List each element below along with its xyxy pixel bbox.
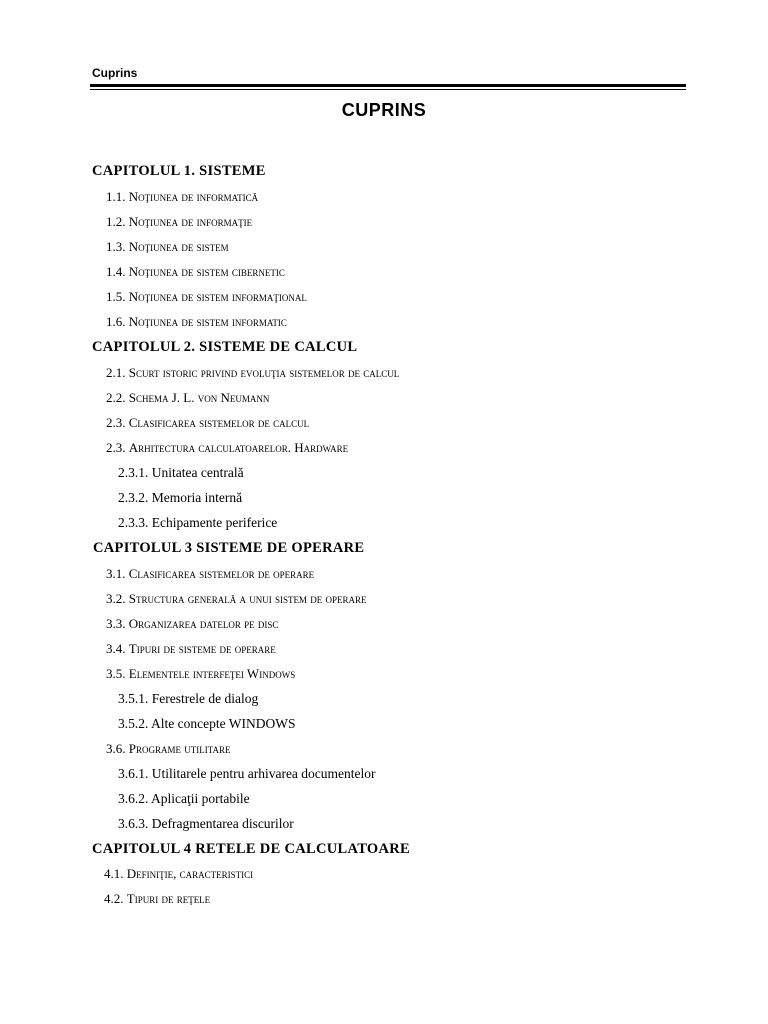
toc-section-number: 1.3. [106, 239, 126, 254]
toc-section-2-3 [106, 415, 309, 431]
toc-section-title: Definiţie, caracteristici [126, 866, 254, 881]
toc-section-number: 2.1. [106, 365, 126, 380]
toc-subsection-2-3-2: 2.3.2. Memoria internă [118, 490, 243, 505]
toc-section-title: Noţiunea de sistem [128, 239, 229, 254]
toc-section-title: Organizarea datelor pe disc [128, 616, 279, 631]
toc-subsection-3-5-2: 3.5.2. Alte concepte WINDOWS [118, 716, 296, 731]
toc-section-number: 1.5. [106, 289, 126, 304]
toc-section-number: 3.6. [106, 741, 126, 756]
toc-section-title: Clasificarea sistemelor de operare [128, 566, 315, 581]
toc-section-number: 4.2. [104, 891, 124, 906]
toc-section-1-2 [106, 214, 252, 230]
toc-section-number: 2.3. [106, 415, 126, 430]
toc-section-4-1 [104, 866, 253, 882]
toc-section-title: Tipuri de reţele [126, 891, 211, 906]
toc-section-title: Noţiunea de sistem cibernetic [128, 264, 285, 279]
toc-section-number: 1.2. [106, 214, 126, 229]
toc-section-title: Schema J. L. von Neumann [128, 390, 270, 405]
toc-section-3-3 [106, 616, 278, 632]
toc-chapter-1: CAPITOLUL 1. SISTEME [92, 163, 266, 179]
toc-section-number: 2.3. [106, 440, 126, 455]
toc-section-number: 3.3. [106, 616, 126, 631]
page-title: CUPRINS [341, 100, 427, 120]
toc-section-title: Scurt istoric privind evoluţia sistemelor de calcul [128, 365, 400, 380]
toc-subsection-2-3-1: 2.3.1. Unitatea centrală [118, 465, 244, 480]
toc-section-3-5 [106, 666, 295, 682]
toc-section-title: Arhitectura calculatoarelor. Hardware [128, 440, 349, 455]
toc-section-1-4 [106, 264, 285, 280]
toc-section-title: Noţiunea de sistem informaţional [128, 289, 307, 304]
toc-section-1-6 [106, 314, 287, 330]
toc-section-number: 3.1. [106, 566, 126, 581]
toc-section-number: 4.1. [104, 866, 124, 881]
toc-section-number: 1.6. [106, 314, 126, 329]
toc-section-3-2 [106, 591, 366, 607]
toc-section-number: 2.2. [106, 390, 126, 405]
toc-section-3-6 [106, 741, 231, 757]
toc-subsection-2-3-3: 2.3.3. Echipamente periferice [118, 515, 278, 530]
toc-chapter-4: CAPITOLUL 4 RETELE DE CALCULATOARE [92, 841, 410, 857]
toc-section-title: Noţiunea de informatică [128, 189, 259, 204]
toc-section-title: Clasificarea sistemelor de calcul [128, 415, 310, 430]
running-header: Cuprins [92, 66, 138, 80]
toc-section-title: Structura generală a unui sistem de operare [128, 591, 367, 606]
toc-section-2-2 [106, 390, 269, 406]
toc-section-title: Noţiunea de informaţie [128, 214, 253, 229]
toc-section-number: 3.5. [106, 666, 126, 681]
toc-section-title: Noţiunea de sistem informatic [128, 314, 287, 329]
toc-section-title: Programe utilitare [128, 741, 231, 756]
toc-section-3-4 [106, 641, 276, 657]
toc-chapter-3: CAPITOLUL 3 SISTEME DE OPERARE [93, 540, 365, 556]
toc-section-4-2 [104, 891, 210, 907]
toc-section-number: 1.4. [106, 264, 126, 279]
toc-chapter-2: CAPITOLUL 2. SISTEME DE CALCUL [92, 339, 358, 355]
toc-section-number: 3.4. [106, 641, 126, 656]
toc-section-number: 1.1. [106, 189, 126, 204]
toc-subsection-3-6-2: 3.6.2. Aplicaţii portabile [118, 791, 250, 806]
toc-subsection-3-5-1: 3.5.1. Ferestrele de dialog [118, 691, 259, 706]
toc-subsection-3-6-1: 3.6.1. Utilitarele pentru arhivarea documentelor [118, 766, 376, 781]
toc-section-1-3 [106, 239, 229, 255]
toc-section-title: Tipuri de sisteme de operare [128, 641, 276, 656]
toc-section-2-1 [106, 365, 399, 381]
toc-section-number: 3.2. [106, 591, 126, 606]
toc-section-title: Elementele interfeţei Windows [128, 666, 296, 681]
toc-subsection-3-6-3: 3.6.3. Defragmentarea discurilor [118, 816, 294, 831]
toc-section-3-1 [106, 566, 314, 582]
toc-section-1-5 [106, 289, 307, 305]
toc-section-2-3-arhitectura [106, 440, 348, 456]
toc-section-1-1 [106, 189, 258, 205]
